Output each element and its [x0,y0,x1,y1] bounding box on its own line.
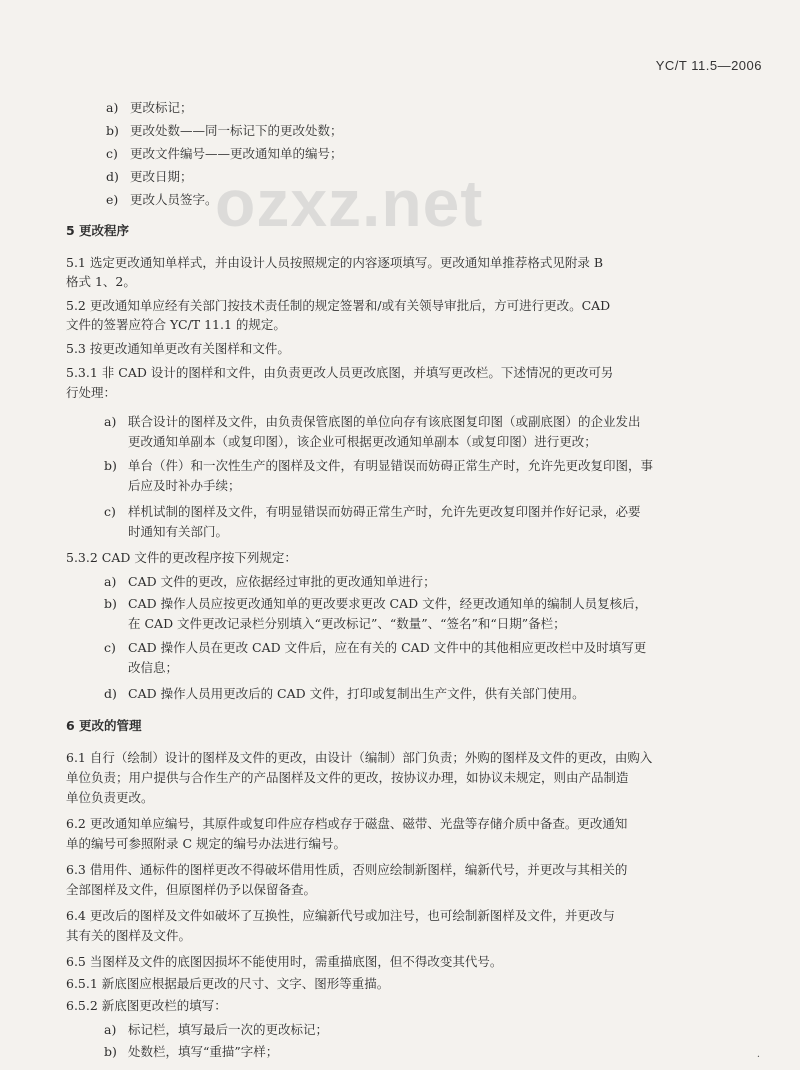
list-item: a) 标记栏，填写最后一次的更改标记； [104,1022,329,1037]
clause-6-5-2: 6.5.2 新底图更改栏的填写： [66,998,227,1013]
list-item-cont: 改信息； [128,660,179,675]
standard-code: YC/T 11.5—2006 [655,58,762,73]
clause-5-2-cont: 文件的签署应符合 YC/T 11.1 的规定。 [66,317,286,332]
clause-5-3-2: 5.3.2 CAD 文件的更改程序按下列规定： [66,550,297,565]
clause-6-3-cont: 全部图样及文件，但原图样仍予以保留备查。 [66,882,317,897]
section-5-heading: 5 更改程序 [66,223,130,238]
list-item: c) CAD 操作人员在更改 CAD 文件后，应在有关的 CAD 文件中的其他相应更改栏中及时填写更 [104,640,647,655]
clause-5-1: 5.1 选定更改通知单样式，并由设计人员按照规定的内容逐项填写。更改通知单推荐格式见附录 B [66,255,604,270]
list-item: b) 单台（件）和一次性生产的图样及文件，有明显错误而妨碍正常生产时，允许先更改复印图，事 [104,458,654,473]
list-item: b) 处数栏，填写“重描”字样； [104,1044,279,1059]
clause-6-5-1: 6.5.1 新底图应根据最后更改的尺寸、文字、图形等重描。 [66,976,390,991]
list-item-cont: 时通知有关部门。 [128,524,229,539]
clause-6-1-cont: 单位负责；用户提供与合作生产的产品图样及文件的更改，按协议办理，如协议未规定，则由产品制造 [66,770,629,785]
clause-6-4-cont: 其有关的图样及文件。 [66,928,192,943]
list-item: c) 更改文件编号——更改通知单的编号； [106,146,343,161]
list-item: d) 更改日期； [106,169,193,184]
clause-6-1: 6.1 自行（绘制）设计的图样及文件的更改，由设计（编制）部门负责；外购的图样及文件的更改，由购入 [66,750,653,765]
list-item-cont: 在 CAD 文件更改记录栏分别填入“更改标记”、“数量”、“签名”和“日期”备栏； [128,616,566,631]
list-item: d) CAD 操作人员用更改后的 CAD 文件，打印或复制出生产文件，供有关部门使用。 [104,686,585,701]
list-item: a) 更改标记； [106,100,193,115]
list-item: b) CAD 操作人员应按更改通知单的更改要求更改 CAD 文件，经更改通知单的编制人员复核后， [104,596,648,611]
clause-6-3: 6.3 借用件、通标件的图样更改不得破坏借用性质，否则应绘制新图样，编新代号，并更改与其相关的 [66,862,628,877]
clause-6-1-cont: 单位负责更改。 [66,790,154,805]
clause-6-2-cont: 单的编号可参照附录 C 规定的编号办法进行编号。 [66,836,347,851]
clause-5-3-1-cont: 行处理： [66,385,117,400]
clause-5-3: 5.3 按更改通知单更改有关图样和文件。 [66,341,290,356]
list-item-cont: 后应及时补办手续； [128,478,241,493]
list-item: c) 样机试制的图样及文件，有明显错误而妨碍正常生产时，允许先更改复印图并作好记录，必要 [104,504,641,519]
list-item-cont: 更改通知单副本（或复印图），该企业可根据更改通知单副本（或复印图）进行更改； [128,434,597,449]
list-item: a) CAD 文件的更改，应依据经过审批的更改通知单进行； [104,574,436,589]
clause-6-5: 6.5 当图样及文件的底图因损坏不能使用时，需重描底图，但不得改变其代号。 [66,954,503,969]
clause-6-4: 6.4 更改后的图样及文件如破坏了互换性，应编新代号或加注号，也可绘制新图样及文件，并更改与 [66,908,615,923]
section-6-heading: 6 更改的管理 [66,718,142,733]
clause-6-2: 6.2 更改通知单应编号，其原件或复印件应存档或存于磁盘、磁带、光盘等存储介质中备查。更改通知 [66,816,628,831]
clause-5-3-1: 5.3.1 非 CAD 设计的图样和文件，由负责更改人员更改底图，并填写更改栏。下述情况的更改可另 [66,365,614,380]
list-item: e) 更改人员签字。 [106,192,218,207]
clause-5-2: 5.2 更改通知单应经有关部门按技术责任制的规定签署和/或有关领导审批后，方可进行更改。CAD [66,298,611,313]
list-item: b) 更改处数——同一标记下的更改处数； [106,123,343,138]
clause-5-1-cont: 格式 1、2。 [66,274,136,289]
list-item: a) 联合设计的图样及文件，由负责保管底图的单位向存有该底图复印图（或副底图）的企业发出 [104,414,641,429]
page-mark: · [756,1052,760,1063]
watermark: ozxz.net [215,166,484,240]
